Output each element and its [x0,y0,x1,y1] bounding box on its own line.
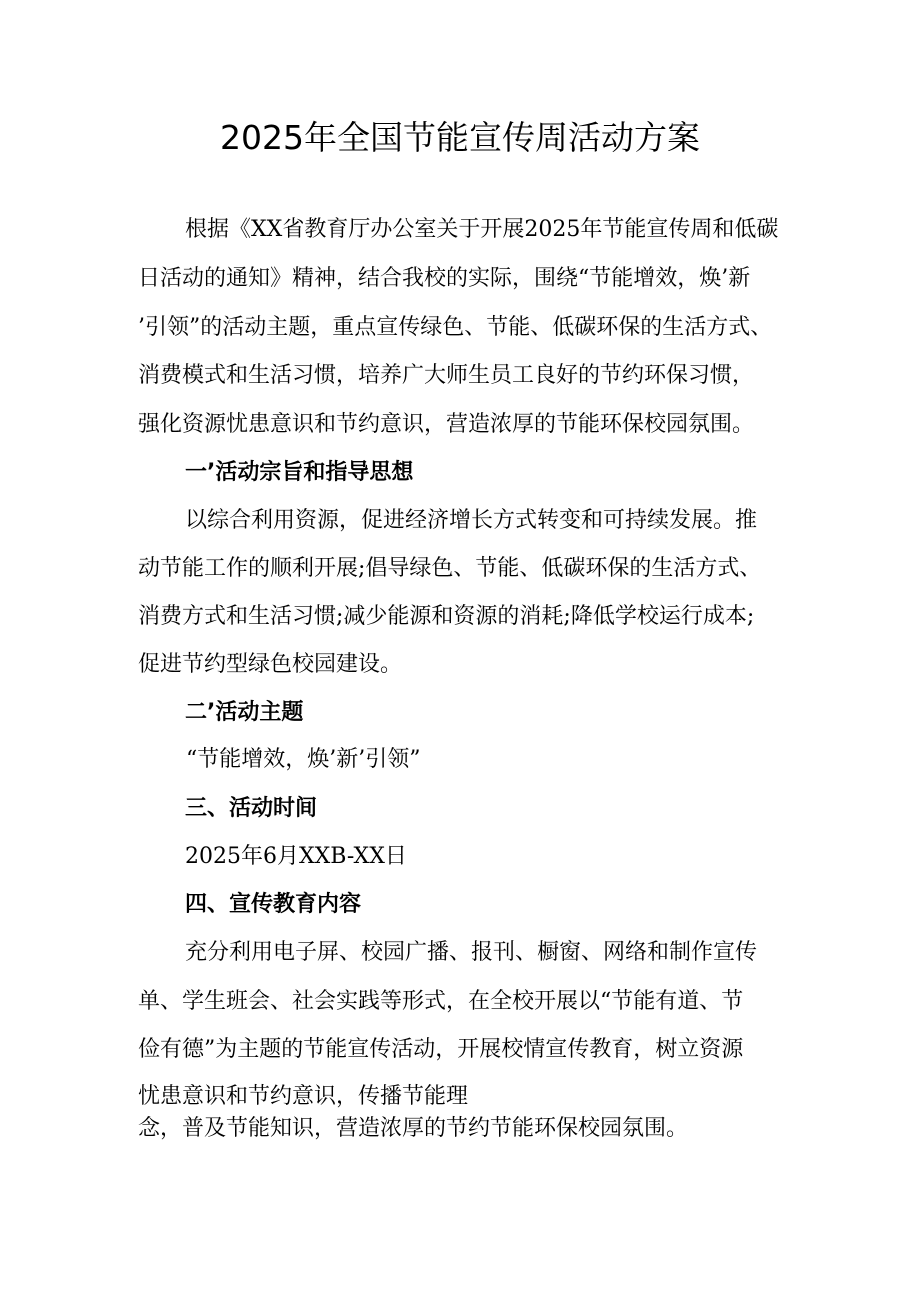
section-4-line-4: 忧患意识和节约意识，传播节能理 [138,1084,469,1109]
section-1-line-4: 促进节约型绿色校园建设。 [138,652,403,677]
intro-line-4: 消费模式和生活习惯，培养广大师生员工良好的节约环保习惯， [138,363,755,388]
section-1-heading: 一’活动宗旨和指导思想 [185,460,414,485]
section-1-line-2: 动节能工作的顺利开展;倡导绿色、节能、低碳环保的生活方式、 [138,556,762,581]
section-4-line-3: 俭有德”为主题的节能宣传活动，开展校情宣传教育，树立资源 [138,1037,744,1062]
section-3-heading: 三、活动时间 [185,796,318,821]
intro-line-5: 强化资源忧患意识和节约意识，营造浓厚的节能环保校园氛围。 [138,412,755,437]
section-3-text: 2025年6月XXB-XX日 [185,844,407,869]
section-4-heading: 四、宣传教育内容 [185,892,362,917]
section-1-line-1: 以综合利用资源，促进经济增长方式转变和可持续发展。推 [185,508,758,533]
intro-line-3: ’引领”的活动主题，重点宣传绿色、节能、低碳环保的生活方式、 [138,315,773,340]
section-2-text: “节能增效，焕’新’引领” [186,747,421,772]
section-4-line-2: 单、学生班会、社会实践等形式，在全校开展以“节能有道、节 [138,989,744,1014]
document-title: 2025年全国节能宣传周活动方案 [220,118,700,157]
intro-line-1: 根据《XX省教育厅办公室关于开展2025年节能宣传周和低碳 [185,217,779,242]
section-1-line-3: 消费方式和生活习惯;减少能源和资源的消耗;降低学校运行成本; [138,604,755,629]
intro-line-2: 日活动的通知》精神，结合我校的实际，围绕“节能增效，焕’新 [138,266,751,291]
section-2-heading: 二’活动主题 [185,700,304,725]
section-4-line-5: 念，普及节能知识，营造浓厚的节约节能环保校园氛围。 [138,1116,689,1141]
section-4-line-1: 充分利用电子屏、校园广播、报刊、橱窗、网络和制作宣传 [185,940,758,965]
